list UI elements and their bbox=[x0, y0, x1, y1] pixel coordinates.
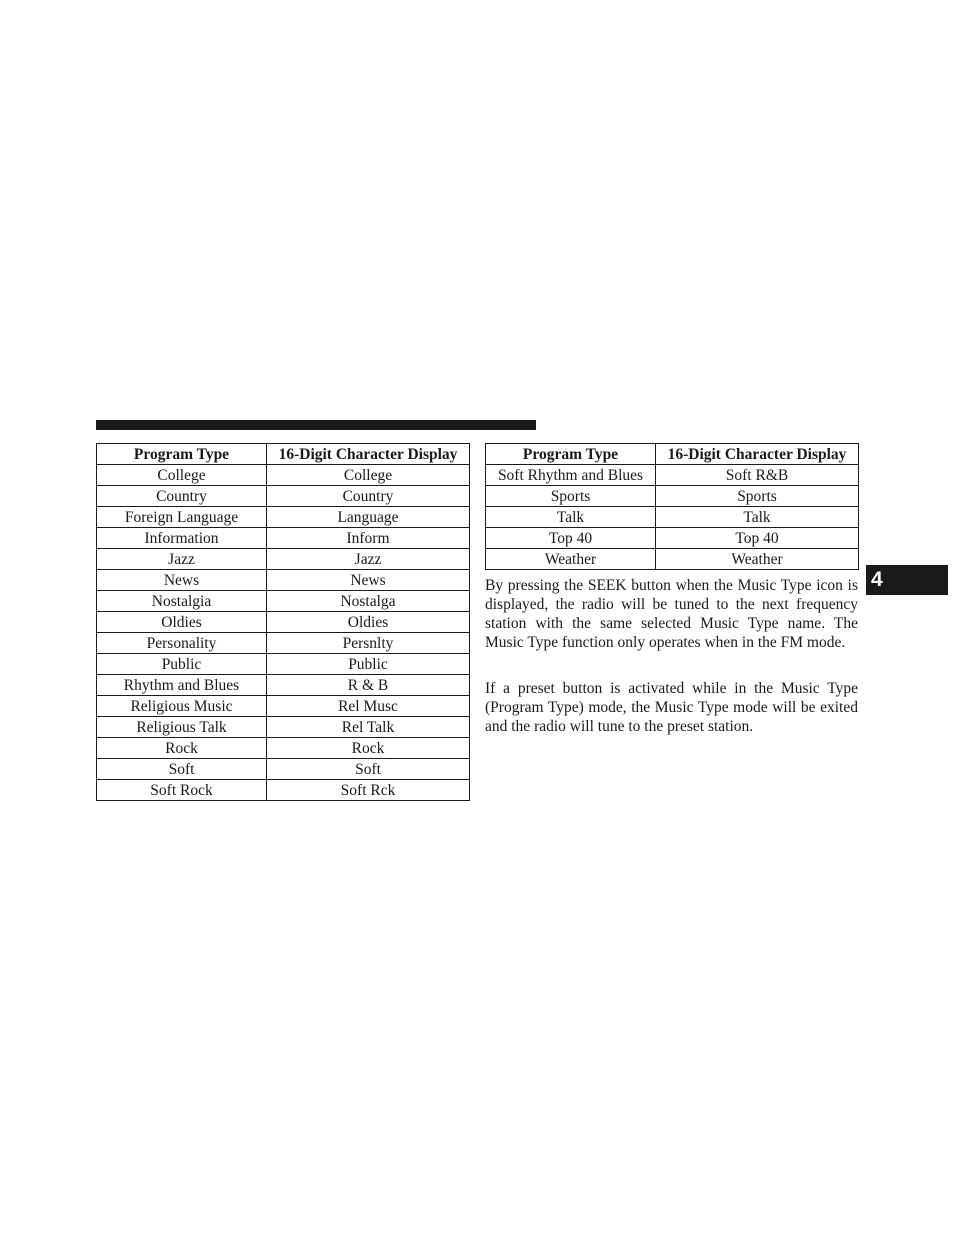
display-cell: Nostalga bbox=[267, 591, 470, 612]
table-row bbox=[97, 696, 470, 717]
program-type-cell: Soft Rock bbox=[97, 780, 267, 801]
table-row bbox=[97, 717, 470, 738]
header-program-type: Program Type bbox=[486, 444, 656, 465]
table-row bbox=[97, 780, 470, 801]
program-type-cell: Top 40 bbox=[486, 528, 656, 549]
header-program-type: Program Type bbox=[97, 444, 267, 465]
table-row bbox=[97, 528, 470, 549]
table-row bbox=[97, 549, 470, 570]
display-cell: Sports bbox=[656, 486, 859, 507]
music-type-seek-paragraph: By pressing the SEEK button when the Music Type icon is displayed, the radio will be tuned to the next frequency station with the same selected Music Type name. The Music Type function only operates when in the FM mode. bbox=[485, 577, 858, 651]
table-row bbox=[97, 507, 470, 528]
table-row bbox=[97, 759, 470, 780]
program-type-cell: Religious Music bbox=[97, 696, 267, 717]
program-type-cell: Nostalgia bbox=[97, 591, 267, 612]
program-type-cell: Information bbox=[97, 528, 267, 549]
program-type-cell: Country bbox=[97, 486, 267, 507]
table-row bbox=[97, 486, 470, 507]
program-type-cell: Religious Talk bbox=[97, 717, 267, 738]
display-cell: Inform bbox=[267, 528, 470, 549]
table-row bbox=[97, 570, 470, 591]
display-cell: Talk bbox=[656, 507, 859, 528]
program-type-cell: College bbox=[97, 465, 267, 486]
chapter-tab: 4 bbox=[866, 565, 948, 595]
program-type-cell: Rock bbox=[97, 738, 267, 759]
header-character-display: 16-Digit Character Display bbox=[267, 444, 470, 465]
table-row bbox=[486, 465, 859, 486]
program-type-cell: Jazz bbox=[97, 549, 267, 570]
program-type-cell: Talk bbox=[486, 507, 656, 528]
program-type-table-right bbox=[485, 443, 859, 570]
display-cell: Soft bbox=[267, 759, 470, 780]
program-type-cell: Weather bbox=[486, 549, 656, 570]
display-cell: News bbox=[267, 570, 470, 591]
table-row bbox=[97, 675, 470, 696]
program-type-table-left bbox=[96, 443, 470, 801]
display-cell: Public bbox=[267, 654, 470, 675]
program-type-cell: Sports bbox=[486, 486, 656, 507]
music-type-preset-paragraph: If a preset button is activated while in the Music Type (Program Type) mode, the Music Type mode will be exited and the radio will tune to the preset station. bbox=[485, 680, 858, 735]
table-row bbox=[97, 654, 470, 675]
table-row bbox=[97, 738, 470, 759]
display-cell: Jazz bbox=[267, 549, 470, 570]
display-cell: Oldies bbox=[267, 612, 470, 633]
display-cell: College bbox=[267, 465, 470, 486]
program-type-cell: Oldies bbox=[97, 612, 267, 633]
table-header-row bbox=[486, 444, 859, 465]
display-cell: Soft Rck bbox=[267, 780, 470, 801]
display-cell: R & B bbox=[267, 675, 470, 696]
display-cell: Rel Talk bbox=[267, 717, 470, 738]
program-type-cell: Soft Rhythm and Blues bbox=[486, 465, 656, 486]
header-character-display: 16-Digit Character Display bbox=[656, 444, 859, 465]
table-row bbox=[486, 507, 859, 528]
program-type-cell: Public bbox=[97, 654, 267, 675]
table-row bbox=[97, 465, 470, 486]
display-cell: Weather bbox=[656, 549, 859, 570]
display-cell: Top 40 bbox=[656, 528, 859, 549]
program-type-cell: Rhythm and Blues bbox=[97, 675, 267, 696]
program-type-cell: Foreign Language bbox=[97, 507, 267, 528]
display-cell: Persnlty bbox=[267, 633, 470, 654]
table-row bbox=[97, 612, 470, 633]
table-row bbox=[97, 633, 470, 654]
program-type-cell: Personality bbox=[97, 633, 267, 654]
display-cell: Country bbox=[267, 486, 470, 507]
display-cell: Language bbox=[267, 507, 470, 528]
display-cell: Rel Musc bbox=[267, 696, 470, 717]
section-rule bbox=[96, 420, 536, 430]
table-header-row bbox=[97, 444, 470, 465]
program-type-cell: News bbox=[97, 570, 267, 591]
display-cell: Soft R&B bbox=[656, 465, 859, 486]
table-row bbox=[97, 591, 470, 612]
display-cell: Rock bbox=[267, 738, 470, 759]
table-row bbox=[486, 549, 859, 570]
table-row bbox=[486, 486, 859, 507]
program-type-cell: Soft bbox=[97, 759, 267, 780]
table-row bbox=[486, 528, 859, 549]
